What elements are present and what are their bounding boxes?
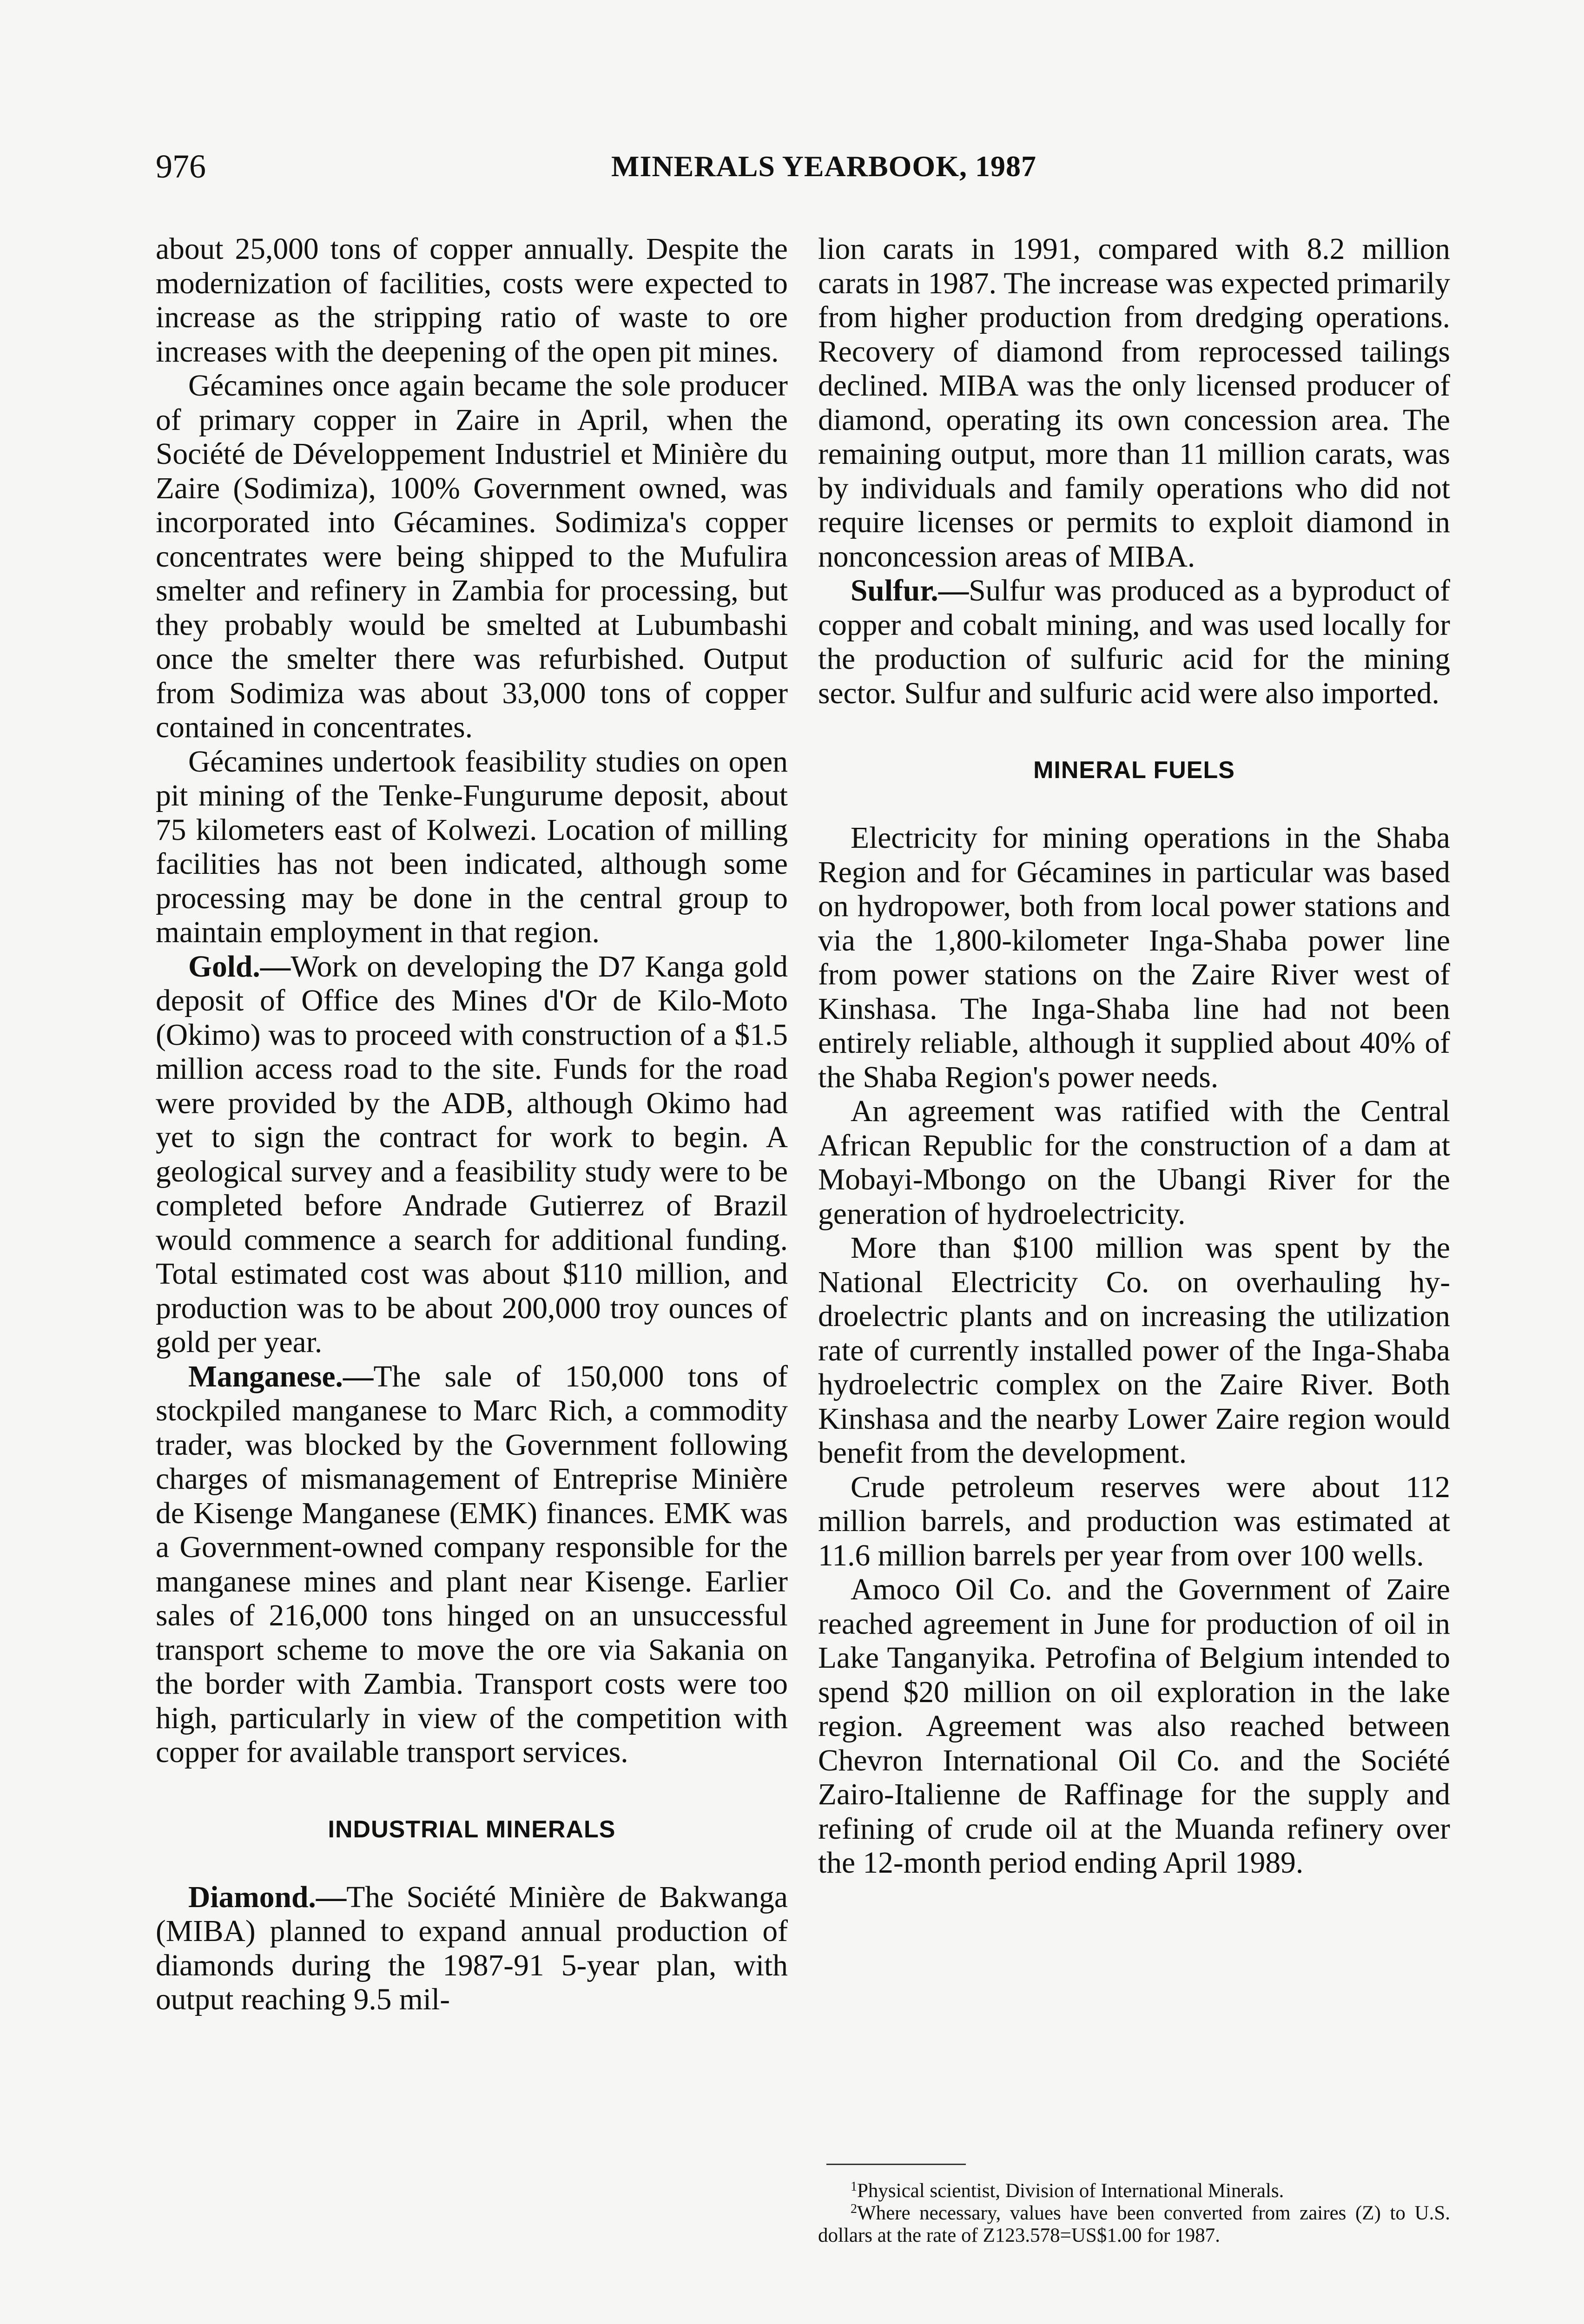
paragraph-text: The sale of 150,000 tons of stockpiled manganese to Marc Rich, a commodity trader, was blocked by the Government following charges of mismanagement of Entreprise Minière de Kisenge Manganese (EMK) finances. EMK was a Government-owned company responsible for the manganese mines and plant near Kisenge. Earlier sales of 216,000 tons hinged on an unsuccessful transport scheme to move the ore via Sakania on the border with Zambia. Transport costs were too high, particularly in view of the competition with copper for available transport services. — [156, 1360, 788, 1769]
footnote — [818, 2180, 1450, 2202]
page-number: 976 — [156, 148, 206, 185]
footnote-text: Where necessary, values have been converted from zaires (Z) to U.S. dollars at the rate of Z123.578=US$1.00 for 1987. — [818, 2202, 1450, 2246]
run-in-heading: Diamond.— — [188, 1880, 347, 1914]
paragraph: An agreement was ratified with the Central African Republic for the construction of a dam at Mobayi-Mbongo on the Ubangi River for the generation of hydroelectricity. — [818, 1095, 1450, 1231]
footnote-text: Physical scientist, Division of International Minerals. — [857, 2180, 1284, 2202]
paragraph: Gécamines undertook feasibility studies on open pit mining of the Tenke-Fungurume deposit, about 75 kilometers east of Kolwezi. Location of milling facilities has not been indicated, although some processing may be done in the central group to maintain employment in that region. — [156, 745, 788, 949]
page-header — [156, 148, 1492, 194]
run-in-heading: Manganese.— — [188, 1360, 374, 1393]
section-heading: INDUSTRIAL MINERALS — [328, 1816, 616, 1843]
paragraph-text: Work on developing the D7 Kanga gold deposit of Office des Mines d'Or de Kilo-Moto (Okimo) was to proceed with construction of a $1.5 million access road to the site. Funds for the road were provided by the ADB, although Okimo had yet to sign the contract for work to begin. A geological survey and a feasibility study were to be completed before Andrade Gutierrez of Brazil would commence a search for additional funding. Total estimated cost was about $110 million, and production was to be about 200,000 troy ounces of gold per year. — [156, 950, 788, 1359]
paragraph: lion carats in 1991, compared with 8.2 million carats in 1987. The increase was expected primarily from higher production from dredging operations. Recovery of diamond from reprocessed tailings declined. MIBA was the only licensed producer of diamond, operating its own concession area. The remaining output, more than 11 million carats, was by individuals and family operations who did not require licenses or permits to exploit diamond in nonconcession areas of MIBA. — [818, 232, 1450, 574]
paragraph: Gécamines once again became the sole producer of primary copper in Zaire in April, when the Société de Développement Industriel et Minière du Zaire (Sodimiza), 100% Government owned, was incorporated into Gécamines. Sodimiza's copper concentrates were being shipped to the Mufulira smelter and refinery in Zambia for processing, but they probably would be smelted at Lubumbashi once the smelter there was refurbished. Output from Sodimiza was about 33,000 tons of copper contained in concentrates. — [156, 369, 788, 744]
manganese-paragraph — [156, 1360, 788, 1770]
section-heading: MINERAL FUELS — [1033, 757, 1235, 784]
paragraph: More than $100 million was spent by the National Electricity Co. on overhauling hydroelectric plants and on increasing the utilization rate of currently installed power of the Inga-Shaba hydroelectric complex on the Zaire River. Both Kinshasa and the nearby Lower Zaire region would benefit from the development. — [818, 1231, 1450, 1470]
footnotes — [818, 2180, 1450, 2247]
footnote-marker: 1 — [851, 2179, 857, 2194]
paragraph-text: The Société Minière de Bakwanga (MIBA) planned to expand annual production of diamonds during the 1987-91 5-year plan, with output reaching 9.5 mil- — [156, 1880, 788, 2016]
paragraph: Amoco Oil Co. and the Government of Zaire reached agreement in June for production of oil in Lake Tanganyika. Petrofina of Belgium intended to spend $20 million on oil exploration in the lake region. Agreement was also reached between Chevron International Oil Co. and the Société Zairo-Italienne de Raffinage for the supply and refining of crude oil at the Muanda refinery over the 12-month period ending April 1989. — [818, 1573, 1450, 1880]
paragraph: about 25,000 tons of copper annually. Despite the modernization of facilities, costs were expected to increase as the stripping ratio of waste to ore increases with the deepening of the open pit mines. — [156, 232, 788, 369]
paragraph-text: Sulfur was produced as a byproduct of copper and cobalt mining, and was used locally for the production of sulfuric acid for the mining sector. Sulfur and sulfuric acid were also imported. — [818, 574, 1450, 710]
paragraph: Crude petroleum reserves were about 112 million barrels, and production was estimated at 11.6 million barrels per year from over 100 wells. — [818, 1470, 1450, 1572]
right-column — [818, 232, 1450, 1881]
sulfur-paragraph — [818, 574, 1450, 711]
footnote-marker: 2 — [851, 2202, 857, 2216]
gold-paragraph — [156, 950, 788, 1360]
left-column — [156, 232, 788, 2017]
diamond-paragraph — [156, 1881, 788, 2017]
footnote — [818, 2202, 1450, 2247]
running-title: MINERALS YEARBOOK, 1987 — [611, 150, 1036, 183]
run-in-heading: Sulfur.— — [851, 574, 969, 607]
footnote-divider — [826, 2164, 966, 2165]
run-in-heading: Gold.— — [188, 950, 291, 984]
paragraph: Electricity for mining operations in the Shaba Region and for Gécamines in particular was based on hydropower, both from local power stations and via the 1,800-kilometer Inga-Shaba power line from power stations on the Zaire River west of Kinshasa. The Inga-Shaba line had not been entirely reliable, although it supplied about 40% of the Shaba Region's power needs. — [818, 821, 1450, 1094]
